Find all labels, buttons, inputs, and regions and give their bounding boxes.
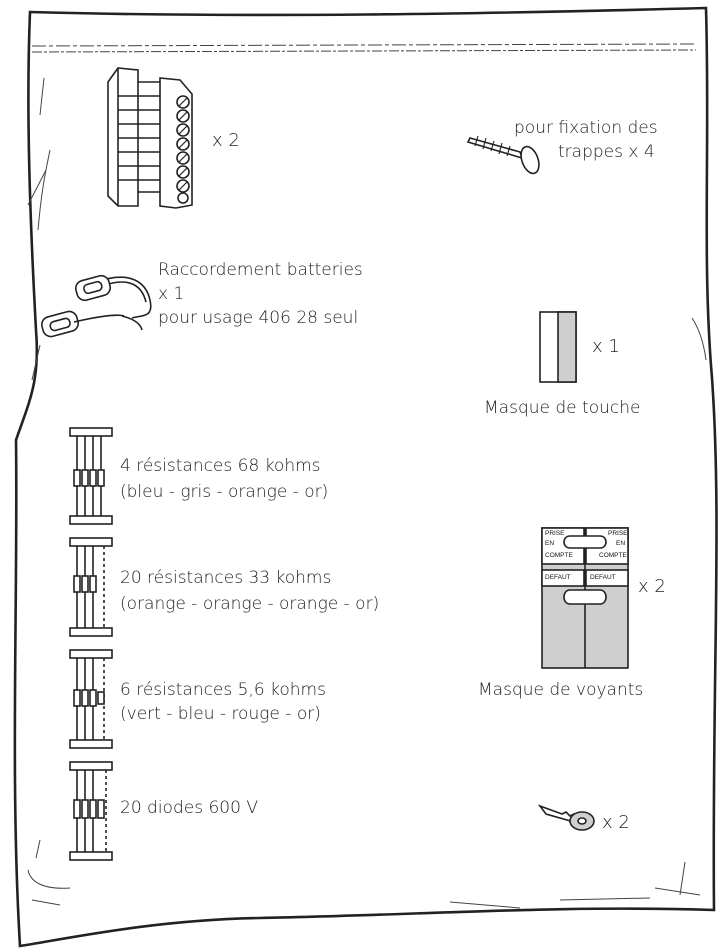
led-mask-right-bottom: DEFAUT <box>590 574 616 581</box>
res-5-6k-line1: 6 résistances 5,6 kohms <box>120 680 326 700</box>
screw-label-line1: pour fixation des <box>514 118 658 138</box>
res-33k-line2: (orange - orange - orange - or) <box>120 594 380 614</box>
diodes-line1: 20 diodes 600 V <box>120 798 258 818</box>
terminal-block-qty: x 2 <box>212 130 240 151</box>
res-5-6k-line2: (vert - bleu - rouge - or) <box>120 704 321 724</box>
key-mask-drawing <box>540 312 576 382</box>
led-mask-left-bottom: DEFAUT <box>545 574 571 581</box>
key-mask-label: Masque de touche <box>484 398 641 418</box>
led-mask-left-top-1: PRISE <box>545 530 565 537</box>
led-mask-label: Masque de voyants <box>478 680 644 700</box>
resistor-strip-5-6k <box>70 650 112 748</box>
battery-cable-label-line3: pour usage 406 28 seul <box>158 308 359 328</box>
screw-label-line2: trappes x 4 <box>558 142 655 162</box>
res-33k-line1: 20 résistances 33 kohms <box>120 568 332 588</box>
key-qty: x 2 <box>602 812 630 833</box>
led-mask-qty: x 2 <box>638 576 666 597</box>
led-mask-right-top-2: EN <box>616 540 626 547</box>
resistor-strip-68k <box>70 428 112 524</box>
battery-cable-label-line2: x 1 <box>158 284 185 304</box>
res-68k-line1: 4 résistances 68 kohms <box>120 456 321 476</box>
led-mask-drawing <box>542 528 628 668</box>
diode-strip <box>70 762 112 860</box>
key-mask-qty: x 1 <box>592 336 620 357</box>
terminal-block-drawing <box>108 68 192 208</box>
led-mask-right-top-3: COMPTE <box>599 552 627 559</box>
led-mask-right-top-1: PRISE <box>608 530 628 537</box>
res-68k-line2: (bleu - gris - orange - or) <box>120 482 329 502</box>
resistor-strip-33k <box>70 538 112 636</box>
key-drawing <box>540 806 594 830</box>
zip-seal <box>32 44 696 52</box>
led-mask-left-top-3: COMPTE <box>545 552 573 559</box>
battery-cable-drawing <box>40 274 151 338</box>
battery-cable-label-line1: Raccordement batteries <box>158 260 363 280</box>
led-mask-left-top-2: EN <box>545 540 555 547</box>
screw-drawing <box>468 136 542 176</box>
